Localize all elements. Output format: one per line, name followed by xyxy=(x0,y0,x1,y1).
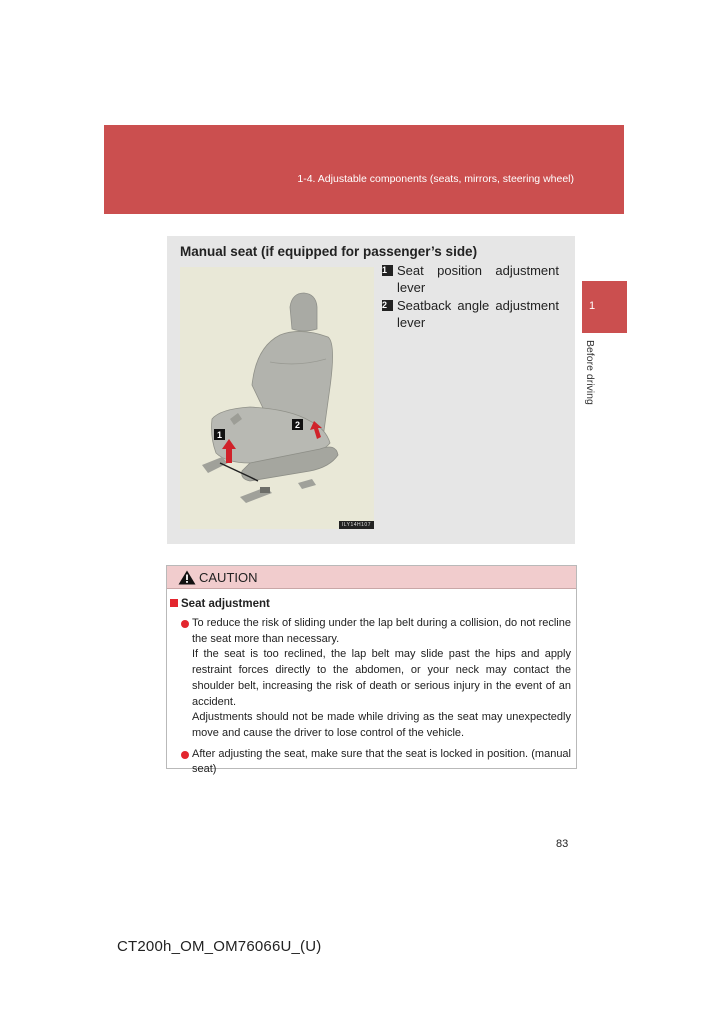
seat-drawing xyxy=(180,267,374,529)
headrest xyxy=(290,293,317,331)
illustration-marker-2: 2 xyxy=(294,420,301,430)
chapter-label: Before driving xyxy=(584,340,596,405)
page-number: 83 xyxy=(556,838,569,850)
panel-title: Manual seat (if equipped for passenger’s side) xyxy=(180,244,478,259)
red-square-icon xyxy=(170,599,178,607)
manual-seat-panel xyxy=(167,236,575,544)
seat-illustration xyxy=(180,267,374,529)
illustration-code: ILY14H107 xyxy=(339,521,374,529)
callout-number-badge: 1 xyxy=(382,265,393,276)
document-code: CT200h_OM_OM76066U_(U) xyxy=(117,938,322,955)
warning-triangle-icon xyxy=(178,570,196,585)
callout-list xyxy=(382,262,559,332)
callout-text: Seatback angle adjustment lever xyxy=(397,298,559,330)
caution-bullets xyxy=(181,616,571,783)
callout-number-badge: 2 xyxy=(382,300,393,311)
chapter-tab[interactable] xyxy=(582,281,627,333)
callout-text: Seat position adjustment lever xyxy=(397,263,559,295)
red-dot-icon xyxy=(181,751,189,759)
caution-bullet xyxy=(181,747,571,778)
caution-bullet xyxy=(181,616,571,742)
illustration-marker-1: 1 xyxy=(216,430,223,440)
bullet-paragraph: After adjusting the seat, make sure that the seat is locked in position. (manual seat) xyxy=(192,747,571,776)
bullet-paragraph: Adjustments should not be made while driving as the seat may unexpectedly move and cause the driver to lose control of the vehicle. xyxy=(192,711,571,739)
chapter-number: 1 xyxy=(589,300,596,312)
bullet-paragraph: If the seat is too reclined, the lap belt may slide past the hips and apply restraint forces directly to the abdomen, or your neck may contact the shoulder belt, increasing the risk of death or serious injury in the event of an accident. xyxy=(192,648,571,708)
caution-section-heading-text: Seat adjustment xyxy=(181,598,270,610)
caution-section-heading xyxy=(170,598,270,610)
caution-header xyxy=(167,566,576,589)
callout-item xyxy=(382,262,559,296)
caution-box xyxy=(166,565,577,776)
section-header-band xyxy=(104,125,624,214)
section-title: 1-4. Adjustable components (seats, mirrors, steering wheel) xyxy=(297,173,574,185)
red-dot-icon xyxy=(181,620,189,628)
callout-item xyxy=(382,297,559,331)
bullet-paragraph: To reduce the risk of sliding under the lap belt during a collision, do not recline the seat more than necessary. xyxy=(192,617,571,645)
caution-label: CAUTION xyxy=(199,570,258,585)
